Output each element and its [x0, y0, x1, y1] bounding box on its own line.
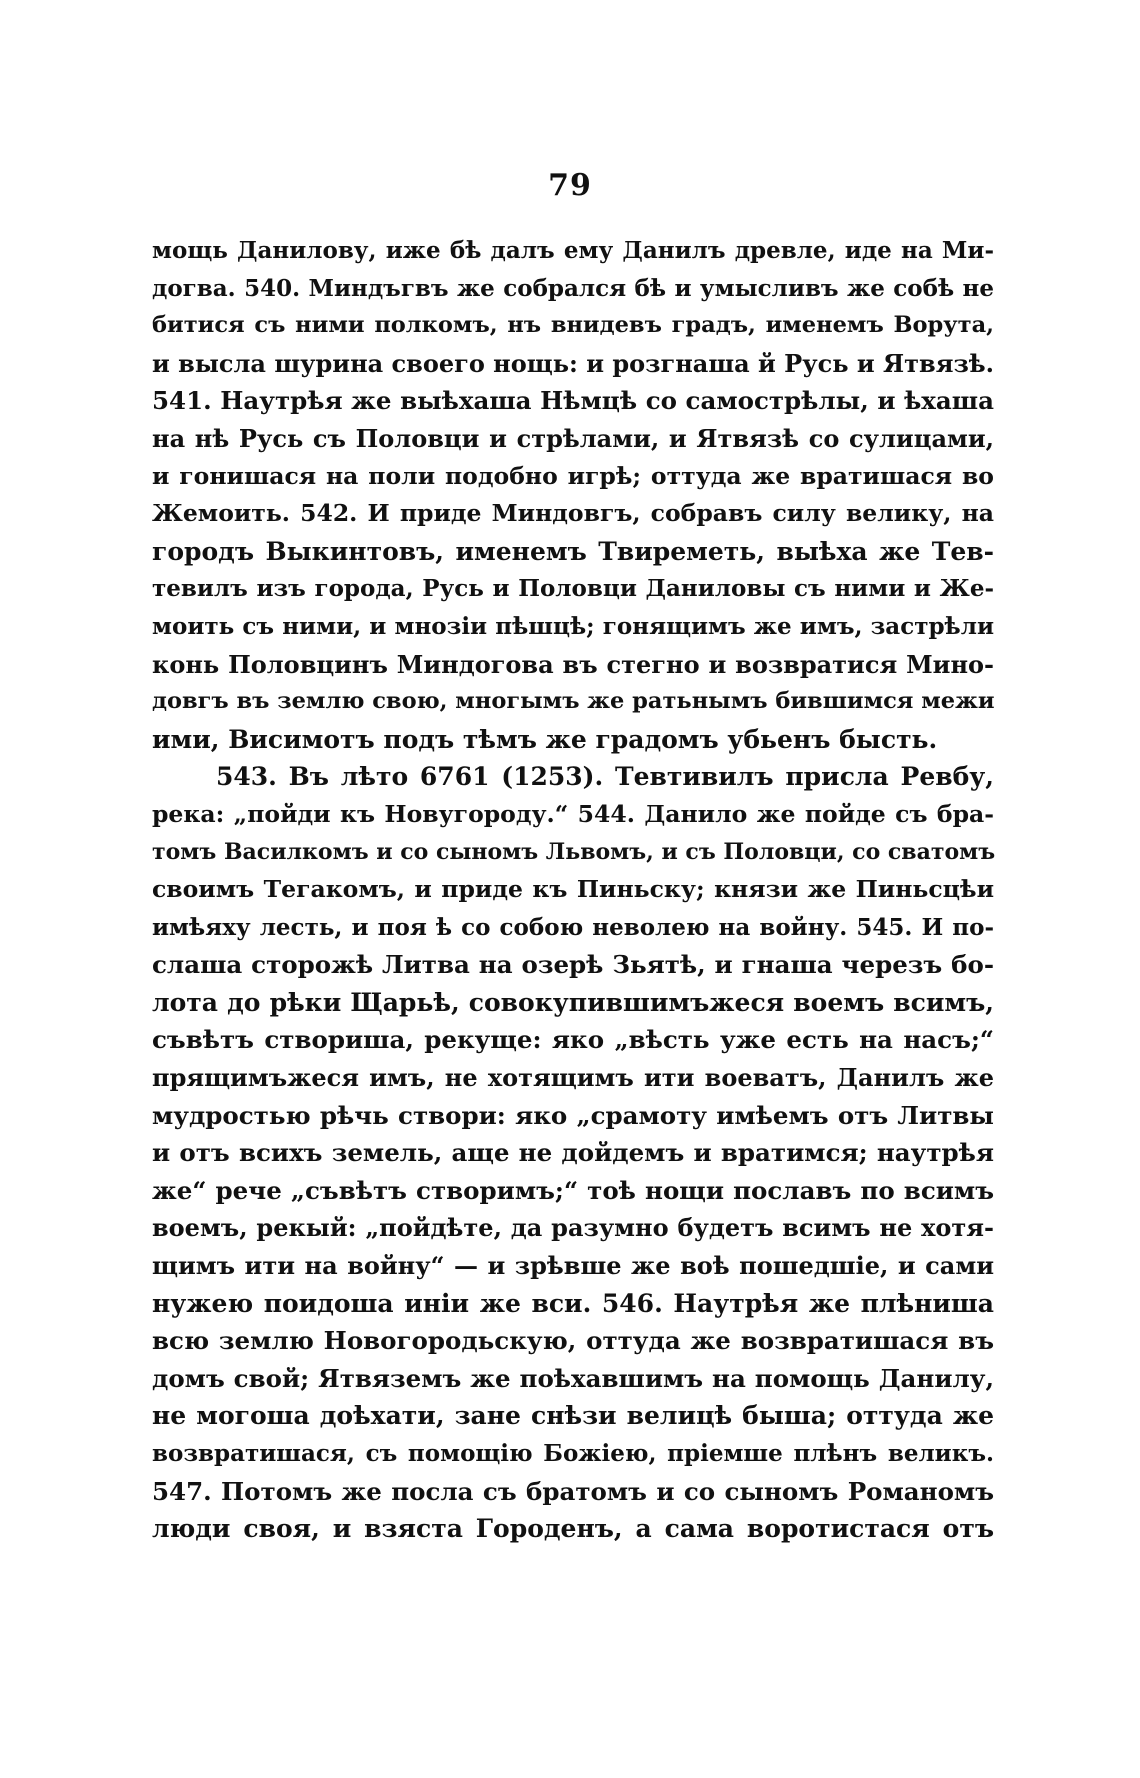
page-number: 79 — [548, 168, 592, 203]
text-line: же“ рече „съвѣтъ створимъ;“ тоѣ нощи пославъ по всимъ — [152, 1175, 994, 1205]
text-line: довгъ въ землю свою, многымъ же ратьнымъ бившимся межи — [152, 688, 995, 715]
text-line: съвѣтъ створиша, рекуще: яко „вѣсть уже есть на насъ;“ — [152, 1025, 994, 1055]
text-line: имѣяху лесть, и поя ѣ со собою неволею на войну. 545. И по- — [152, 913, 994, 941]
text-line: тевилъ изъ города, Русь и Половци Даниловы съ ними и Же- — [152, 575, 994, 603]
text-line: мощь Данилову, иже бѣ далъ ему Данилъ древле, иде на Ми- — [152, 237, 994, 264]
body-text — [152, 232, 994, 1548]
text-line: своимъ Тегакомъ, и приде къ Пиньску; князи же Пиньсцѣи — [152, 875, 994, 904]
text-line: лота до рѣки Щарьѣ, совокупившимъжеся воемъ всимъ, — [152, 987, 994, 1017]
text-line: река: „пойди къ Новугороду.“ 544. Данило же пойде съ бра- — [152, 799, 994, 828]
text-line: 547. Потомъ же посла съ братомъ и со сыномъ Романомъ — [152, 1476, 994, 1506]
text-line: люди своя, и взяста Городенъ, а сама воротистася отъ — [152, 1514, 994, 1544]
text-line: городъ Выкинтовъ, именемъ Твиреметь, выѣха же Тев- — [152, 536, 994, 566]
text-line: Жемоить. 542. И приде Миндовгъ, собравъ силу велику, на — [152, 499, 994, 528]
text-line: щимъ ити на войну“ — и зрѣвше же воѣ пошедшіе, и сами — [152, 1251, 994, 1281]
text-line: нужею поидоша иніи же вси. 546. Наутрѣя же плѣниша — [152, 1288, 994, 1318]
text-line: 541. Наутрѣя же выѣхаша Нѣмцѣ со самострѣлы, и ѣхаша — [152, 386, 994, 416]
text-line: и гонишася на поли подобно игрѣ; оттуда же вратишася во — [152, 461, 994, 490]
text-line: и отъ всихъ земель, аще не дойдемъ и вратимся; наутрѣя — [152, 1138, 994, 1168]
text-line: и высла шурина своего нощь: и розгнаша й Русь и Ятвязѣ. — [152, 348, 994, 378]
text-line: домъ свой; Ятвяземъ же поѣхавшимъ на помощь Данилу, — [152, 1363, 994, 1393]
text-line: конь Половцинъ Миндогова въ стегно и возвратися Мино- — [152, 649, 994, 679]
text-line: битися съ ними полкомъ, нъ внидевъ градъ, именемъ Ворута, — [152, 312, 994, 339]
text-line: ими, Висимотъ подъ тѣмъ же градомъ убьенъ бысть. — [152, 724, 938, 754]
text-line: прящимъжеся имъ, не хотящимъ ити воеватъ, Данилъ же — [152, 1063, 994, 1093]
text-line: догва. 540. Миндъгвъ же собрался бѣ и умысливъ же собѣ не — [152, 274, 994, 302]
text-line: воемъ, рекый: „пойдѣте, да разумно будетъ всимъ не хотя- — [152, 1213, 994, 1243]
text-line: на нѣ Русь съ Половци и стрѣлами, и Ятвязѣ со сулицами, — [152, 423, 994, 453]
text-line: всю землю Новогородьскую, оттуда же возвратишася въ — [152, 1326, 994, 1356]
text-line: мудростью рѣчь створи: яко „срамоту имѣемъ отъ Литвы — [152, 1100, 994, 1130]
text-line: моить съ ними, и мнозіи пѣшцѣ; гонящимъ же имъ, застрѣли — [152, 612, 994, 640]
text-line: не могоша доѣхати, зане снѣзи велицѣ быша; оттуда же — [152, 1401, 994, 1431]
text-line: возвратишася, съ помощію Божіею, пріемше плѣнъ великъ. — [152, 1440, 994, 1467]
text-line: томъ Василкомъ и со сыномъ Львомъ, и съ Половци, со сватомъ — [152, 838, 996, 865]
text-line: слаша сторожѣ Литва на озерѣ Зьятѣ, и гнаша черезъ бо- — [152, 950, 994, 980]
text-line: 543. Въ лѣто 6761 (1253). Тевтивилъ присла Ревбу, — [216, 762, 994, 792]
